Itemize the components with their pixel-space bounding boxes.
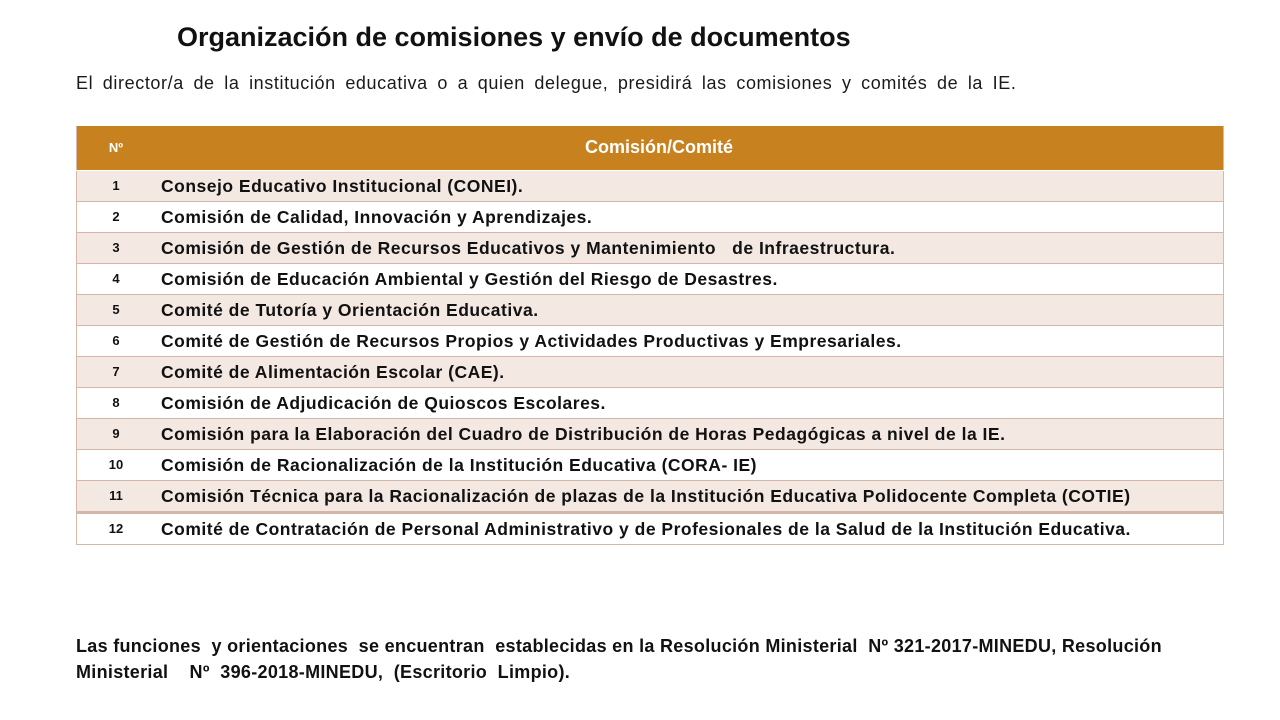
row-number: 11	[109, 488, 123, 503]
table-row	[77, 480, 1224, 512]
table-row	[77, 449, 1224, 480]
row-commission-name: Consejo Educativo Institucional (CONEI).	[161, 175, 524, 196]
row-commission-name: Comité de Alimentación Escolar (CAE).	[161, 361, 505, 382]
table-row	[77, 201, 1224, 232]
table-row	[77, 232, 1224, 263]
table-header-row	[77, 126, 1224, 170]
row-commission-name: Comisión de Adjudicación de Quioscos Escolares.	[161, 392, 606, 413]
table-row	[77, 387, 1224, 418]
row-commission-name: Comité de Gestión de Recursos Propios y Actividades Productivas y Empresariales.	[161, 330, 902, 351]
intro-paragraph: El director/a de la institución educativa o a quien delegue, presidirá las comisiones y comités de la IE.	[76, 73, 1017, 93]
table-row	[77, 418, 1224, 449]
commissions-table-body	[77, 126, 1224, 544]
table-row	[77, 263, 1224, 294]
commissions-table	[76, 126, 1224, 545]
row-number: 1	[112, 178, 120, 193]
table-row	[77, 325, 1224, 356]
header-number: Nº	[108, 140, 124, 156]
row-commission-name: Comisión de Gestión de Recursos Educativos y Mantenimiento de Infraestructura.	[161, 237, 896, 258]
row-number: 7	[112, 364, 120, 379]
row-commission-name: Comisión de Racionalización de la Institución Educativa (CORA- IE)	[161, 454, 757, 475]
row-number: 6	[112, 333, 120, 348]
row-commission-name: Comisión de Calidad, Innovación y Aprendizajes.	[161, 206, 593, 227]
row-number: 8	[112, 395, 120, 410]
table-row	[77, 294, 1224, 325]
row-number: 10	[108, 457, 124, 472]
row-number: 5	[112, 302, 120, 317]
row-commission-name: Comisión de Educación Ambiental y Gestión del Riesgo de Desastres.	[161, 268, 778, 289]
row-number: 2	[112, 209, 120, 224]
row-commission-name: Comisión Técnica para la Racionalización de plazas de la Institución Educativa Polidocente Completa (COTIE)	[161, 485, 1131, 506]
header-commission: Comisión/Comité	[584, 137, 733, 158]
row-number: 3	[112, 240, 120, 255]
table-row	[77, 512, 1224, 544]
row-commission-name: Comisión para la Elaboración del Cuadro de Distribución de Horas Pedagógicas a nivel de la IE.	[161, 423, 1006, 444]
table-row	[77, 356, 1224, 387]
page-title: Organización de comisiones y envío de documentos	[177, 22, 851, 52]
row-number: 4	[112, 271, 120, 286]
row-number: 9	[112, 426, 120, 441]
row-commission-name: Comité de Contratación de Personal Administrativo y de Profesionales de la Salud de la Institución Educativa.	[161, 518, 1131, 539]
row-commission-name: Comité de Tutoría y Orientación Educativa.	[161, 299, 539, 320]
row-number: 12	[108, 521, 124, 536]
footer-note: Las funciones y orientaciones se encuentran establecidas en la Resolución Ministerial Nº 321-2017-MINEDU, Resolución Ministerial Nº 396-2018-MINEDU, (Escritorio Limpio).	[76, 636, 1173, 682]
table-row	[77, 170, 1224, 201]
